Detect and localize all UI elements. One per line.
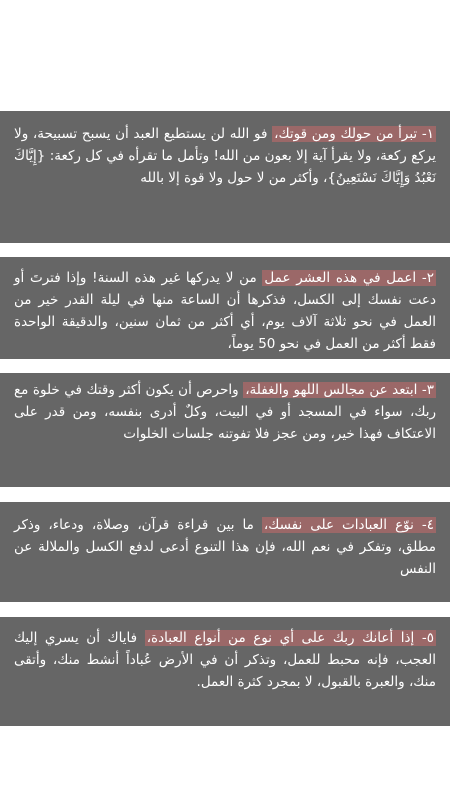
tip-body-4: ما بين قراءة قرآن، وصلاة، ودعاء، وذكر مطلق، وتفكر في نعم الله، فإن هذا التنوع أدعى لدفع الكسل والملالة عن النفس — [14, 517, 436, 577]
tip-card-3 — [0, 373, 450, 487]
tip-text-4 — [14, 514, 436, 580]
tip-card-2 — [0, 257, 450, 359]
tip-body-3: واحرص أن يكون أكثر وقتك في خلوة مع ربك، سواء في المسجد أو في البيت، وكلٌ أدرى بنفسه، ومن قدر على الاعتكاف فهذا خير، ومن عجز فلا تفوتنه جلسات الخلوات — [14, 382, 436, 442]
tip-card-1 — [0, 111, 450, 243]
tip-body-1: فو الله لن يستطيع العبد أن يسبح تسبيحة، ولا يركع ركعة، ولا يقرأ آية إلا بعون من الله! وتأمل ما تقرأه في كل ركعة: {إِيَّاكَ نَعْبُدُ وَإِيَّاكَ نَسْتَعِينُ}، وأكثر من لا حول ولا قوة إلا بالله — [14, 126, 436, 186]
tip-heading-3: ٣- ابتعد عن مجالس اللهو والغفلة، — [245, 382, 434, 398]
tip-heading-2: ٢- اعمل في هذه العشر عمل — [264, 270, 434, 286]
tip-text-1 — [14, 123, 436, 189]
tip-text-3 — [14, 379, 436, 445]
tip-heading-5: ٥- إذا أعانك ربك على أي نوع من أنواع العبادة، — [146, 630, 434, 646]
tip-body-5: فاياك أن يسري إليك العجب، فإنه محبط للعمل، وتذكر أن في الأرض عُباداً أنشط منك، وأتقى منك، والعبرة بالقبول، لا بمجرد كثرة العمل. — [14, 630, 436, 690]
tip-body-2: من لا يدركها غير هذه السنة! وإذا فترتَ أو دعت نفسك إلى الكسل، فذكرها أن الساعة منها في ليلة القدر خير من العمل في نحو ثلاثة آلاف يوم، أي أكثر من ثمان سنين، والدقيقة الواحدة فقط أكثر من العمل في نحو 50 يوماً، — [14, 270, 436, 352]
tip-text-2 — [14, 267, 436, 355]
tip-heading-4: ٤- نوّع العبادات على نفسك، — [263, 517, 435, 533]
tip-card-4 — [0, 502, 450, 602]
tip-card-5 — [0, 617, 450, 726]
tip-heading-1: ١- تبرأ من حولك ومن قوتك، — [274, 126, 435, 142]
tip-text-5 — [14, 627, 436, 693]
